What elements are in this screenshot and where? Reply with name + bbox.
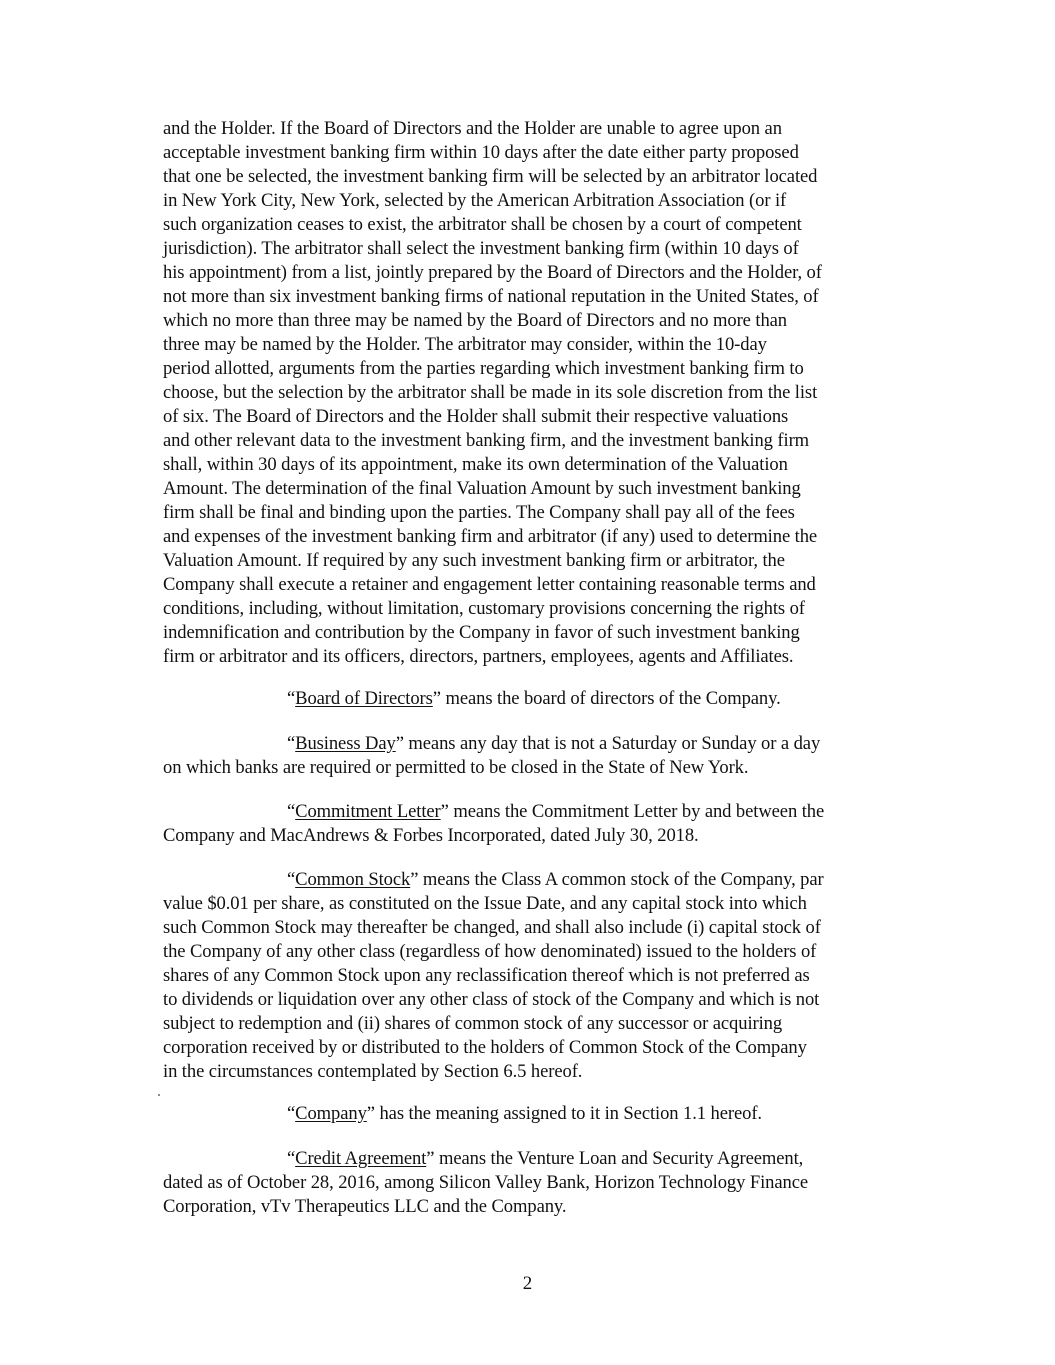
open-quote: “ <box>287 733 296 754</box>
body-line: his appointment) from a list, jointly prepared by the Board of Directors and the Holder, of <box>163 262 822 283</box>
body-line: firm or arbitrator and its officers, directors, partners, employees, agents and Affiliates. <box>163 646 794 667</box>
defined-term: Commitment Letter <box>295 801 441 822</box>
body-line: and the Holder. If the Board of Directors and the Holder are unable to agree upon an <box>163 118 782 139</box>
body-line: indemnification and contribution by the Company in favor of such investment banking <box>163 622 800 643</box>
defined-term: Credit Agreement <box>295 1148 427 1169</box>
definition-text: ” means the Class A common stock of the Company, par <box>410 869 824 890</box>
body-line: on which banks are required or permitted to be closed in the State of New York. <box>163 757 749 778</box>
body-line: such Common Stock may thereafter be changed, and shall also include (i) capital stock of <box>163 917 821 938</box>
definition-business-day <box>287 732 820 756</box>
body-line: to dividends or liquidation over any other class of stock of the Company and which is not <box>163 989 820 1010</box>
body-line: Valuation Amount. If required by any such investment banking firm or arbitrator, the <box>163 550 785 571</box>
definition-text: ” means the Commitment Letter by and between the <box>440 801 825 822</box>
definition-text: ” means the Venture Loan and Security Agreement, <box>426 1148 804 1169</box>
body-line: and expenses of the investment banking firm and arbitrator (if any) used to determine the <box>163 526 818 547</box>
page-number: 2 <box>522 1273 533 1294</box>
open-quote: “ <box>287 1103 296 1124</box>
definition-text: ” means any day that is not a Saturday or Sunday or a day <box>395 733 821 754</box>
body-line: not more than six investment banking firms of national reputation in the United States, of <box>163 286 819 307</box>
body-line: in the circumstances contemplated by Section 6.5 hereof. <box>163 1061 583 1082</box>
body-line: Company and MacAndrews & Forbes Incorporated, dated July 30, 2018. <box>163 825 699 846</box>
body-line: the Company of any other class (regardless of how denominated) issued to the holders of <box>163 941 817 962</box>
body-line: and other relevant data to the investment banking firm, and the investment banking firm <box>163 430 810 451</box>
body-line: dated as of October 28, 2016, among Silicon Valley Bank, Horizon Technology Finance <box>163 1172 809 1193</box>
definition-commitment-letter <box>287 800 824 824</box>
body-line: corporation received by or distributed to the holders of Common Stock of the Company <box>163 1037 807 1058</box>
body-line: Amount. The determination of the final Valuation Amount by such investment banking <box>163 478 801 499</box>
body-line: subject to redemption and (ii) shares of common stock of any successor or acquiring <box>163 1013 783 1034</box>
body-line: shall, within 30 days of its appointment, make its own determination of the Valuation <box>163 454 788 475</box>
open-quote: “ <box>287 688 296 709</box>
definition-board-of-directors <box>287 687 781 711</box>
definition-text: ” has the meaning assigned to it in Section 1.1 hereof. <box>366 1103 762 1124</box>
definition-company <box>287 1102 762 1126</box>
body-line: acceptable investment banking firm within 10 days after the date either party proposed <box>163 142 799 163</box>
open-quote: “ <box>287 801 296 822</box>
body-line: jurisdiction). The arbitrator shall select the investment banking firm (within 10 days of <box>163 238 799 259</box>
body-line: three may be named by the Holder. The arbitrator may consider, within the 10-day <box>163 334 767 355</box>
body-line: such organization ceases to exist, the arbitrator shall be chosen by a court of competent <box>163 214 802 235</box>
definition-text: ” means the board of directors of the Company. <box>432 688 781 709</box>
defined-term: Common Stock <box>295 869 411 890</box>
body-line: firm shall be final and binding upon the parties. The Company shall pay all of the fees <box>163 502 795 523</box>
body-line: shares of any Common Stock upon any reclassification thereof which is not preferred as <box>163 965 810 986</box>
definition-common-stock <box>287 868 824 892</box>
body-line: of six. The Board of Directors and the Holder shall submit their respective valuations <box>163 406 789 427</box>
open-quote: “ <box>287 1148 296 1169</box>
open-quote: “ <box>287 869 296 890</box>
definition-credit-agreement <box>287 1147 803 1171</box>
body-line: which no more than three may be named by the Board of Directors and no more than <box>163 310 787 331</box>
defined-term: Board of Directors <box>295 688 433 709</box>
body-line: conditions, including, without limitation, customary provisions concerning the rights of <box>163 598 805 619</box>
body-line: value $0.01 per share, as constituted on the Issue Date, and any capital stock into which <box>163 893 807 914</box>
defined-term: Business Day <box>295 733 396 754</box>
body-line: Company shall execute a retainer and engagement letter containing reasonable terms and <box>163 574 816 595</box>
body-line: period allotted, arguments from the parties regarding which investment banking firm to <box>163 358 804 379</box>
body-line: in New York City, New York, selected by the American Arbitration Association (or if <box>163 190 787 211</box>
body-line: that one be selected, the investment banking firm will be selected by an arbitrator located <box>163 166 818 187</box>
defined-term: Company <box>295 1103 367 1124</box>
body-line: Corporation, vTv Therapeutics LLC and the Company. <box>163 1196 567 1217</box>
body-line: choose, but the selection by the arbitrator shall be made in its sole discretion from the list <box>163 382 818 403</box>
scan-speck <box>158 1094 160 1096</box>
